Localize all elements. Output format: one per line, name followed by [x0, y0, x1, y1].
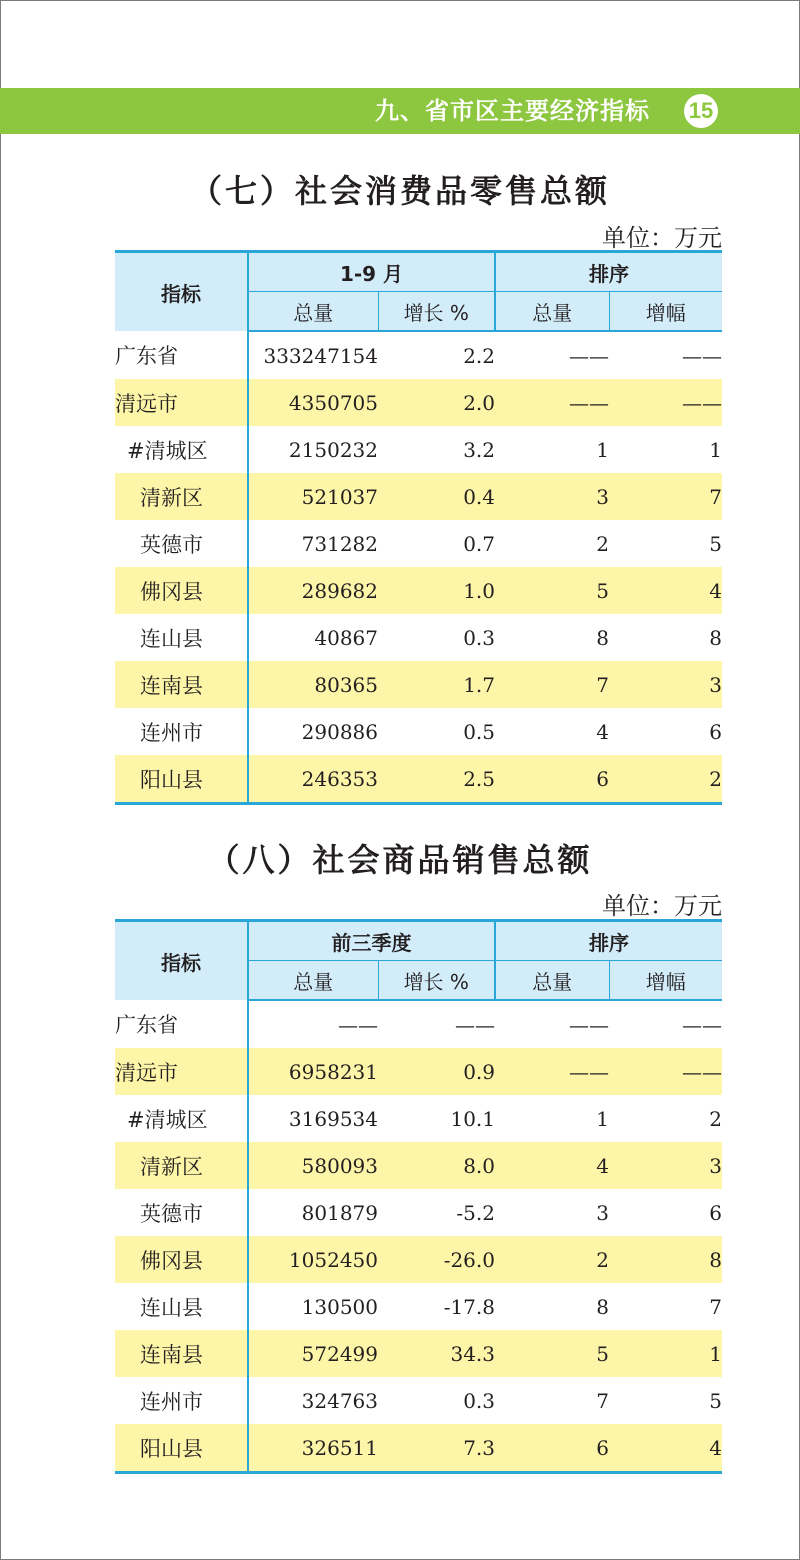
cell-total: 580093: [248, 1142, 378, 1189]
header-rank: 排序: [495, 921, 722, 961]
cell-rank-total: 6: [495, 755, 609, 804]
table-row: [115, 567, 722, 614]
cell-rank-growth: ——: [682, 1012, 722, 1037]
cell-total: 80365: [248, 661, 378, 708]
row-region-name: 英德市: [115, 1189, 248, 1236]
cell-growth: 8.0: [378, 1142, 495, 1189]
cell-rank-growth: 3: [609, 1142, 722, 1189]
cell-total: 326511: [248, 1424, 378, 1473]
cell-total: 801879: [301, 1200, 378, 1225]
cell-rank-growth: 8: [709, 625, 723, 650]
cell-growth: 0.5: [463, 719, 496, 744]
cell-growth: ——: [455, 1012, 495, 1037]
header-growth: 增长 %: [378, 961, 495, 1001]
cell-rank-total: 8: [596, 1294, 609, 1319]
cell-total: 572499: [248, 1330, 378, 1377]
row-region-name: 阳山县: [115, 1424, 248, 1473]
header-rank-total: 总量: [495, 292, 609, 332]
cell-rank-growth: 6: [709, 1200, 722, 1225]
header-rank-growth: 增幅: [609, 292, 722, 332]
page-number-badge: 15: [684, 94, 718, 128]
cell-total: 40867: [314, 625, 378, 650]
cell-rank-growth: 7: [609, 473, 722, 520]
cell-total: 731282: [301, 531, 378, 556]
row-region-name: #清城区: [115, 426, 248, 473]
cell-rank-total: 1: [596, 437, 610, 462]
cell-growth: 1.7: [378, 661, 495, 708]
table-row: [115, 1189, 722, 1236]
cell-rank-total: 1: [596, 1106, 609, 1131]
cell-rank-growth: ——: [609, 1048, 722, 1095]
cell-total: 521037: [248, 473, 378, 520]
cell-rank-total: ——: [495, 379, 609, 426]
cell-rank-total: 3: [495, 473, 609, 520]
row-region-name: 清远市: [115, 1048, 248, 1095]
header-total: 总量: [248, 961, 378, 1001]
cell-rank-total: 7: [495, 661, 609, 708]
cell-growth: -26.0: [378, 1236, 495, 1283]
cell-growth: 0.3: [463, 1388, 495, 1413]
cell-rank-total: 7: [596, 1388, 609, 1413]
cell-rank-total: 2: [596, 531, 610, 556]
cell-rank-growth: 2: [709, 1106, 722, 1131]
cell-rank-growth: 4: [609, 567, 722, 614]
cell-total: 1052450: [248, 1236, 378, 1283]
cell-total: 289682: [248, 567, 378, 614]
table-row: [115, 1095, 722, 1142]
table-row: [115, 1236, 722, 1283]
table-row: [115, 1048, 722, 1095]
cell-total: 6958231: [248, 1048, 378, 1095]
section-title-retail: （七）社会消费品零售总额: [189, 172, 610, 210]
cell-rank-growth: 2: [609, 755, 722, 804]
cell-rank-growth: 3: [609, 661, 722, 708]
cell-growth: 0.3: [463, 625, 496, 650]
table-row: [115, 1424, 722, 1473]
cell-total: 324763: [301, 1388, 378, 1413]
table-row: [115, 473, 722, 520]
table-row: [115, 426, 722, 473]
row-region-name: 佛冈县: [115, 1236, 248, 1283]
header-period: 1-9 月: [248, 252, 495, 292]
cell-rank-total: 5: [495, 1330, 609, 1377]
table-row: [115, 661, 722, 708]
cell-total: 3169534: [288, 1106, 378, 1131]
cell-rank-total: 5: [495, 567, 609, 614]
cell-rank-total: 8: [596, 625, 610, 650]
cell-total: 290886: [301, 719, 378, 744]
table-row: [115, 1377, 722, 1424]
cell-rank-total: 2: [495, 1236, 609, 1283]
cell-rank-growth: 6: [709, 719, 723, 744]
retail-sales-rows: [115, 331, 722, 804]
table-row: [115, 1000, 722, 1048]
cell-growth: 10.1: [450, 1106, 495, 1131]
cell-growth: 2.5: [378, 755, 495, 804]
cell-rank-total: ——: [495, 1048, 609, 1095]
row-region-name: 广东省: [115, 331, 248, 379]
cell-rank-growth: 4: [609, 1424, 722, 1473]
cell-growth: 0.9: [378, 1048, 495, 1095]
cell-total: ——: [338, 1012, 378, 1037]
row-region-name: 佛冈县: [115, 567, 248, 614]
row-region-name: 连山县: [115, 1283, 248, 1330]
cell-rank-growth: 1: [709, 437, 723, 462]
row-region-name: 阳山县: [115, 755, 248, 804]
cell-rank-total: 4: [596, 719, 610, 744]
table-row: [115, 1283, 722, 1330]
cell-growth: 7.3: [378, 1424, 495, 1473]
cell-growth: 0.4: [378, 473, 495, 520]
cell-growth: 0.7: [463, 531, 496, 556]
cell-growth: 34.3: [378, 1330, 495, 1377]
row-region-name: 连州市: [115, 1377, 248, 1424]
cell-growth: -5.2: [456, 1200, 495, 1225]
cell-growth: -17.8: [443, 1294, 495, 1319]
table-row: [115, 708, 722, 755]
chapter-header-bar: [0, 88, 800, 134]
cell-total: 2150232: [288, 437, 378, 462]
header-rank-growth: 增幅: [609, 961, 722, 1001]
cell-total: 333247154: [263, 343, 378, 368]
chapter-title: 九、省市区主要经济指标: [375, 97, 650, 125]
cell-total: 246353: [248, 755, 378, 804]
row-region-name: 清远市: [115, 379, 248, 426]
cell-rank-total: ——: [569, 343, 610, 368]
header-growth: 增长 %: [378, 292, 495, 332]
section-title-goods: （八）社会商品销售总额: [207, 841, 593, 879]
table-row: [115, 331, 722, 379]
header-rank: 排序: [495, 252, 722, 292]
cell-growth: 1.0: [378, 567, 495, 614]
goods-sales-rows: [115, 1000, 722, 1473]
cell-growth: 2.0: [378, 379, 495, 426]
cell-rank-total: 4: [495, 1142, 609, 1189]
cell-rank-total: 3: [596, 1200, 609, 1225]
cell-rank-growth: ——: [682, 343, 723, 368]
table-row: [115, 1330, 722, 1377]
cell-rank-total: ——: [569, 1012, 609, 1037]
unit-label-goods: 单位：万元: [602, 892, 722, 920]
cell-rank-growth: 8: [609, 1236, 722, 1283]
row-region-name: 清新区: [115, 473, 248, 520]
row-region-name: 广东省: [115, 1000, 248, 1048]
cell-total: 130500: [301, 1294, 378, 1319]
retail-sales-table: [115, 250, 722, 805]
cell-rank-total: 6: [495, 1424, 609, 1473]
cell-rank-growth: 1: [609, 1330, 722, 1377]
table-row: [115, 755, 722, 804]
header-indicator: 指标: [115, 252, 248, 332]
header-total: 总量: [248, 292, 378, 332]
row-region-name: 连南县: [115, 1330, 248, 1377]
cell-rank-growth: 5: [709, 531, 723, 556]
row-region-name: 连州市: [115, 708, 248, 755]
row-region-name: 英德市: [115, 520, 248, 567]
row-region-name: 连山县: [115, 614, 248, 661]
cell-rank-growth: ——: [609, 379, 722, 426]
cell-rank-growth: 7: [709, 1294, 722, 1319]
table-row: [115, 614, 722, 661]
cell-rank-growth: 5: [709, 1388, 722, 1413]
row-region-name: 清新区: [115, 1142, 248, 1189]
table-row: [115, 379, 722, 426]
goods-sales-table: [115, 919, 722, 1474]
cell-total: 4350705: [248, 379, 378, 426]
unit-label-retail: 单位：万元: [602, 224, 722, 252]
header-period: 前三季度: [248, 921, 495, 961]
row-region-name: 连南县: [115, 661, 248, 708]
header-rank-total: 总量: [495, 961, 609, 1001]
cell-growth: 3.2: [463, 437, 496, 462]
table-row: [115, 1142, 722, 1189]
cell-growth: 2.2: [463, 343, 496, 368]
table-row: [115, 520, 722, 567]
header-indicator: 指标: [115, 921, 248, 1001]
row-region-name: #清城区: [115, 1095, 248, 1142]
